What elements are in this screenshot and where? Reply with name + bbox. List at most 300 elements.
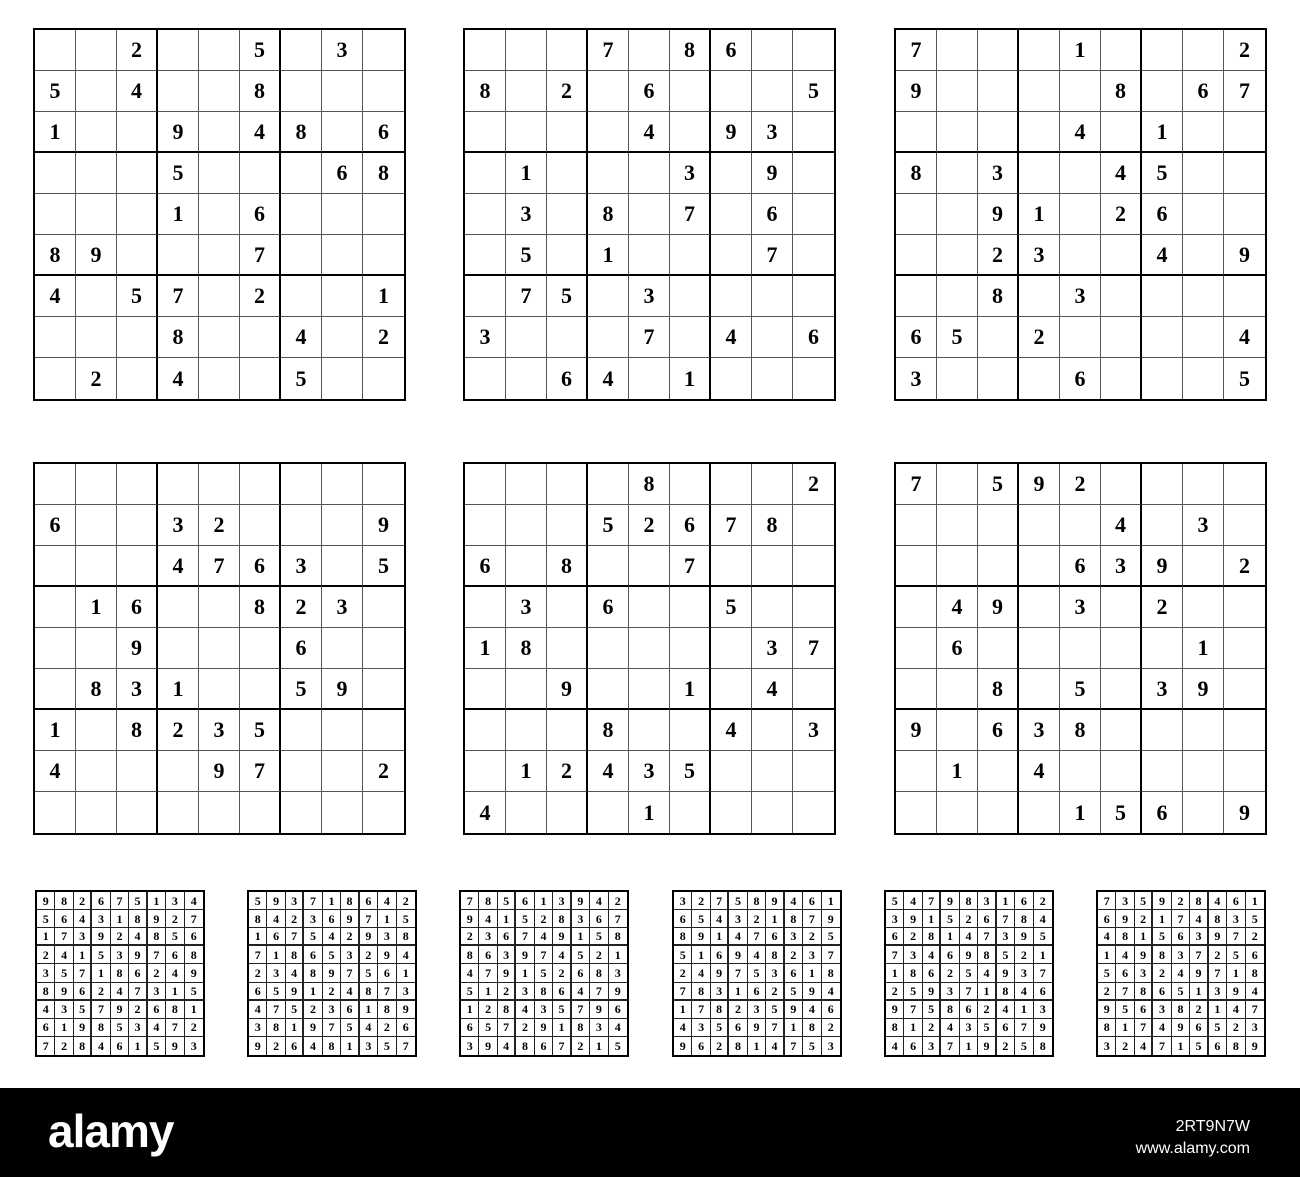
puzzle-cell[interactable] [1183,276,1224,317]
puzzle-cell[interactable]: 1 [363,276,404,317]
puzzle-cell[interactable]: 7 [793,628,834,669]
puzzle-cell[interactable]: 9 [199,751,240,792]
puzzle-cell[interactable] [896,112,937,153]
puzzle-cell[interactable]: 6 [896,317,937,358]
puzzle-cell[interactable]: 3 [629,276,670,317]
puzzle-cell[interactable] [937,669,978,710]
puzzle-cell[interactable]: 2 [1019,317,1060,358]
puzzle-cell[interactable] [1019,587,1060,628]
puzzle-cell[interactable]: 7 [588,30,629,71]
puzzle-cell[interactable] [896,751,937,792]
puzzle-cell[interactable] [793,358,834,399]
puzzle-cell[interactable]: 6 [363,112,404,153]
puzzle-cell[interactable]: 6 [240,546,281,587]
puzzle-cell[interactable] [793,587,834,628]
puzzle-cell[interactable] [670,464,711,505]
puzzle-cell[interactable] [76,30,117,71]
puzzle-cell[interactable] [1060,71,1101,112]
puzzle-cell[interactable] [547,587,588,628]
puzzle-cell[interactable]: 3 [670,153,711,194]
puzzle-cell[interactable] [35,546,76,587]
puzzle-cell[interactable] [629,628,670,669]
puzzle-cell[interactable]: 9 [1239,799,1250,825]
puzzle-cell[interactable] [1060,751,1101,792]
puzzle-cell[interactable] [1142,710,1183,751]
puzzle-cell[interactable]: 4 [937,587,978,628]
puzzle-cell[interactable] [1101,628,1142,669]
puzzle-cell[interactable] [1019,71,1060,112]
puzzle-cell[interactable] [588,71,629,112]
puzzle-cell[interactable]: 8 [158,317,199,358]
puzzle-cell[interactable] [281,792,322,833]
puzzle-cell[interactable]: 9 [322,669,363,710]
puzzle-cell[interactable] [1183,30,1224,71]
puzzle-cell[interactable]: 3 [978,153,1019,194]
puzzle-cell[interactable] [1183,710,1224,751]
puzzle-cell[interactable]: 9 [711,112,752,153]
puzzle-cell[interactable] [978,751,1019,792]
puzzle-cell[interactable]: 6 [547,358,588,399]
puzzle-cell[interactable] [793,112,834,153]
puzzle-cell[interactable]: 4 [711,710,752,751]
puzzle-cell[interactable]: 1 [35,112,76,153]
puzzle-cell[interactable] [158,792,199,833]
puzzle-cell[interactable] [363,669,404,710]
puzzle-cell[interactable] [35,317,76,358]
puzzle-cell[interactable]: 2 [547,71,588,112]
puzzle-cell[interactable] [199,669,240,710]
puzzle-cell[interactable] [199,112,240,153]
puzzle-cell[interactable]: 8 [752,505,793,546]
puzzle-cell[interactable] [1142,317,1183,358]
puzzle-cell[interactable] [76,792,117,833]
puzzle-cell[interactable] [158,30,199,71]
puzzle-cell[interactable] [465,153,506,194]
puzzle-cell[interactable] [35,792,76,833]
puzzle-cell[interactable]: 8 [588,194,629,235]
puzzle-cell[interactable] [1224,464,1265,505]
puzzle-cell[interactable] [547,464,588,505]
puzzle-cell[interactable]: 6 [281,628,322,669]
puzzle-cell[interactable] [35,464,76,505]
puzzle-cell[interactable]: 2 [117,30,158,71]
puzzle-cell[interactable]: 1 [937,751,978,792]
puzzle-cell[interactable] [1060,317,1101,358]
puzzle-cell[interactable] [363,710,404,751]
puzzle-cell[interactable]: 6 [117,587,158,628]
puzzle-cell[interactable] [76,546,117,587]
puzzle-cell[interactable] [978,317,1019,358]
puzzle-cell[interactable] [1224,112,1265,153]
puzzle-cell[interactable]: 2 [199,505,240,546]
puzzle-cell[interactable] [1019,30,1060,71]
puzzle-cell[interactable] [793,546,834,587]
puzzle-cell[interactable] [711,669,752,710]
puzzle-cell[interactable]: 8 [363,153,404,194]
puzzle-cell[interactable]: 2 [240,276,281,317]
puzzle-cell[interactable] [1224,628,1265,669]
puzzle-cell[interactable] [896,628,937,669]
puzzle-cell[interactable]: 7 [158,276,199,317]
puzzle-cell[interactable] [199,153,240,194]
puzzle-cell[interactable]: 8 [629,464,670,505]
puzzle-cell[interactable]: 8 [76,669,117,710]
puzzle-cell[interactable] [465,112,506,153]
puzzle-cell[interactable] [937,358,978,399]
puzzle-cell[interactable] [1224,505,1265,546]
puzzle-cell[interactable] [752,358,793,399]
puzzle-cell[interactable] [363,358,404,399]
puzzle-cell[interactable]: 7 [240,751,281,792]
puzzle-cell[interactable]: 2 [1142,587,1183,628]
puzzle-cell[interactable] [896,792,937,833]
puzzle-cell[interactable]: 2 [1224,30,1265,71]
puzzle-cell[interactable] [896,505,937,546]
puzzle-cell[interactable]: 8 [281,112,322,153]
puzzle-cell[interactable] [1101,317,1142,358]
puzzle-cell[interactable] [588,669,629,710]
puzzle-cell[interactable] [506,505,547,546]
puzzle-cell[interactable] [629,194,670,235]
puzzle-cell[interactable] [1183,792,1224,833]
puzzle-cell[interactable]: 7 [629,317,670,358]
puzzle-cell[interactable]: 5 [363,546,404,587]
puzzle-cell[interactable]: 7 [670,194,711,235]
puzzle-cell[interactable] [1019,153,1060,194]
puzzle-cell[interactable]: 1 [1060,792,1101,833]
puzzle-cell[interactable] [281,194,322,235]
puzzle-cell[interactable] [76,317,117,358]
puzzle-cell[interactable] [322,276,363,317]
puzzle-cell[interactable]: 2 [629,505,670,546]
puzzle-cell[interactable]: 1 [1060,30,1101,71]
puzzle-cell[interactable]: 7 [199,546,240,587]
puzzle-cell[interactable]: 7 [896,464,937,505]
puzzle-cell[interactable] [547,317,588,358]
puzzle-cell[interactable] [76,751,117,792]
puzzle-cell[interactable]: 6 [35,505,76,546]
puzzle-cell[interactable] [1183,235,1224,276]
puzzle-cell[interactable]: 1 [158,194,199,235]
puzzle-cell[interactable]: 4 [35,751,76,792]
puzzle-cell[interactable]: 6 [793,317,834,358]
puzzle-cell[interactable] [978,30,1019,71]
puzzle-cell[interactable] [711,792,752,833]
puzzle-cell[interactable] [670,792,711,833]
puzzle-cell[interactable]: 3 [1060,276,1101,317]
puzzle-cell[interactable] [547,628,588,669]
puzzle-cell[interactable] [199,71,240,112]
puzzle-cell[interactable] [465,464,506,505]
puzzle-cell[interactable] [547,235,588,276]
puzzle-cell[interactable] [465,505,506,546]
puzzle-cell[interactable] [937,30,978,71]
puzzle-cell[interactable] [35,358,76,399]
puzzle-cell[interactable] [752,276,793,317]
puzzle-cell[interactable]: 9 [1019,464,1060,505]
puzzle-cell[interactable] [35,153,76,194]
puzzle-cell[interactable]: 6 [1142,792,1183,833]
puzzle-cell[interactable]: 8 [588,710,629,751]
puzzle-cell[interactable]: 6 [465,546,506,587]
puzzle-cell[interactable] [1183,153,1224,194]
puzzle-cell[interactable] [322,235,363,276]
puzzle-cell[interactable] [978,792,1019,833]
puzzle-cell[interactable] [1142,30,1183,71]
puzzle-cell[interactable] [937,153,978,194]
puzzle-cell[interactable] [896,235,937,276]
puzzle-cell[interactable] [588,153,629,194]
puzzle-cell[interactable] [506,464,547,505]
puzzle-cell[interactable] [670,317,711,358]
puzzle-cell[interactable]: 4 [240,112,281,153]
puzzle-cell[interactable]: 6 [1142,194,1183,235]
puzzle-cell[interactable] [35,628,76,669]
puzzle-cell[interactable] [793,505,834,546]
puzzle-cell[interactable]: 6 [1060,546,1101,587]
puzzle-cell[interactable] [937,276,978,317]
puzzle-cell[interactable] [1101,276,1142,317]
puzzle-cell[interactable]: 8 [670,30,711,71]
puzzle-cell[interactable] [35,194,76,235]
puzzle-cell[interactable] [547,194,588,235]
puzzle-cell[interactable]: 1 [1142,112,1183,153]
puzzle-cell[interactable] [117,153,158,194]
puzzle-cell[interactable] [322,628,363,669]
puzzle-cell[interactable] [793,153,834,194]
puzzle-cell[interactable] [1183,112,1224,153]
puzzle-cell[interactable] [35,30,76,71]
puzzle-cell[interactable]: 5 [670,751,711,792]
puzzle-cell[interactable] [752,464,793,505]
puzzle-cell[interactable] [896,546,937,587]
puzzle-cell[interactable]: 8 [465,71,506,112]
puzzle-cell[interactable] [670,235,711,276]
puzzle-cell[interactable]: 2 [1060,464,1101,505]
puzzle-cell[interactable] [117,751,158,792]
puzzle-cell[interactable] [1019,358,1060,399]
puzzle-cell[interactable] [117,112,158,153]
puzzle-cell[interactable] [281,235,322,276]
puzzle-cell[interactable] [76,710,117,751]
puzzle-cell[interactable]: 8 [1060,710,1101,751]
puzzle-cell[interactable] [978,546,1019,587]
puzzle-cell[interactable]: 9 [363,505,404,546]
puzzle-cell[interactable]: 9 [76,235,117,276]
puzzle-cell[interactable] [937,71,978,112]
puzzle-cell[interactable] [363,71,404,112]
puzzle-cell[interactable] [117,317,158,358]
puzzle-cell[interactable] [1183,751,1224,792]
puzzle-cell[interactable] [158,587,199,628]
puzzle-cell[interactable]: 7 [752,235,793,276]
puzzle-cell[interactable]: 2 [363,751,404,792]
puzzle-cell[interactable]: 1 [35,710,76,751]
puzzle-cell[interactable] [711,235,752,276]
puzzle-cell[interactable]: 5 [1101,792,1142,833]
puzzle-cell[interactable]: 5 [711,587,752,628]
puzzle-cell[interactable]: 5 [281,358,322,399]
puzzle-cell[interactable] [1224,276,1265,317]
puzzle-cell[interactable]: 6 [752,194,793,235]
puzzle-cell[interactable] [1142,628,1183,669]
puzzle-cell[interactable] [711,153,752,194]
puzzle-cell[interactable] [896,669,937,710]
puzzle-cell[interactable] [752,710,793,751]
puzzle-cell[interactable] [465,751,506,792]
puzzle-cell[interactable]: 6 [1060,358,1101,399]
puzzle-cell[interactable] [158,751,199,792]
puzzle-cell[interactable] [711,276,752,317]
puzzle-cell[interactable] [1224,194,1265,235]
puzzle-cell[interactable] [506,112,547,153]
puzzle-cell[interactable] [199,235,240,276]
puzzle-cell[interactable] [1224,669,1265,710]
puzzle-cell[interactable] [117,358,158,399]
puzzle-cell[interactable] [281,464,322,505]
puzzle-cell[interactable] [117,235,158,276]
puzzle-cell[interactable]: 3 [1183,505,1224,546]
puzzle-cell[interactable] [711,628,752,669]
puzzle-cell[interactable] [465,30,506,71]
puzzle-cell[interactable] [199,194,240,235]
puzzle-cell[interactable] [896,276,937,317]
puzzle-cell[interactable] [1183,546,1224,587]
puzzle-cell[interactable]: 1 [670,358,711,399]
puzzle-cell[interactable]: 5 [937,317,978,358]
puzzle-cell[interactable] [752,751,793,792]
puzzle-cell[interactable] [937,546,978,587]
puzzle-cell[interactable] [1019,112,1060,153]
puzzle-cell[interactable]: 1 [629,792,670,833]
puzzle-cell[interactable] [670,276,711,317]
puzzle-cell[interactable] [117,546,158,587]
puzzle-cell[interactable] [588,464,629,505]
puzzle-cell[interactable]: 6 [588,587,629,628]
puzzle-cell[interactable] [199,792,240,833]
puzzle-cell[interactable] [629,30,670,71]
puzzle-cell[interactable] [1101,235,1142,276]
puzzle-cell[interactable]: 5 [117,276,158,317]
puzzle-cell[interactable]: 8 [1101,71,1142,112]
puzzle-cell[interactable] [1183,464,1224,505]
puzzle-cell[interactable]: 7 [670,546,711,587]
puzzle-cell[interactable] [76,71,117,112]
puzzle-cell[interactable] [322,71,363,112]
puzzle-cell[interactable]: 1 [158,669,199,710]
puzzle-cell[interactable]: 3 [281,546,322,587]
puzzle-cell[interactable] [670,587,711,628]
puzzle-cell[interactable] [937,235,978,276]
puzzle-cell[interactable] [363,587,404,628]
puzzle-cell[interactable] [240,792,281,833]
puzzle-cell[interactable]: 3 [117,669,158,710]
puzzle-cell[interactable]: 6 [322,153,363,194]
puzzle-cell[interactable] [752,546,793,587]
puzzle-cell[interactable]: 3 [793,710,834,751]
puzzle-cell[interactable]: 2 [1101,194,1142,235]
puzzle-cell[interactable] [629,358,670,399]
puzzle-cell[interactable]: 7 [506,276,547,317]
puzzle-cell[interactable] [240,358,281,399]
puzzle-cell[interactable]: 4 [629,112,670,153]
puzzle-cell[interactable] [158,628,199,669]
puzzle-cell[interactable] [629,669,670,710]
puzzle-cell[interactable] [588,628,629,669]
puzzle-cell[interactable] [506,669,547,710]
puzzle-cell[interactable]: 4 [35,276,76,317]
puzzle-cell[interactable] [588,276,629,317]
puzzle-cell[interactable] [35,669,76,710]
puzzle-cell[interactable] [76,464,117,505]
puzzle-cell[interactable]: 9 [752,153,793,194]
puzzle-cell[interactable] [752,30,793,71]
puzzle-cell[interactable]: 1 [1019,194,1060,235]
puzzle-cell[interactable]: 4 [711,317,752,358]
puzzle-cell[interactable] [117,792,158,833]
puzzle-cell[interactable] [793,669,834,710]
puzzle-cell[interactable] [322,112,363,153]
puzzle-cell[interactable] [588,546,629,587]
puzzle-cell[interactable] [588,112,629,153]
puzzle-cell[interactable] [752,71,793,112]
puzzle-cell[interactable]: 8 [240,71,281,112]
puzzle-cell[interactable]: 4 [1142,235,1183,276]
puzzle-cell[interactable]: 5 [35,71,76,112]
puzzle-cell[interactable] [363,235,404,276]
puzzle-cell[interactable] [711,71,752,112]
puzzle-cell[interactable]: 4 [588,751,629,792]
puzzle-cell[interactable] [199,317,240,358]
puzzle-cell[interactable]: 3 [199,710,240,751]
puzzle-cell[interactable] [937,710,978,751]
puzzle-cell[interactable]: 4 [752,669,793,710]
puzzle-cell[interactable] [465,235,506,276]
puzzle-cell[interactable] [793,235,834,276]
puzzle-cell[interactable] [1019,792,1060,833]
puzzle-cell[interactable]: 1 [588,235,629,276]
puzzle-cell[interactable] [1142,276,1183,317]
puzzle-cell[interactable] [629,587,670,628]
puzzle-cell[interactable] [322,710,363,751]
puzzle-cell[interactable]: 5 [1142,153,1183,194]
puzzle-cell[interactable]: 4 [158,546,199,587]
puzzle-cell[interactable] [76,276,117,317]
puzzle-cell[interactable]: 5 [978,464,1019,505]
puzzle-cell[interactable] [1060,153,1101,194]
puzzle-cell[interactable] [547,112,588,153]
puzzle-cell[interactable]: 1 [76,587,117,628]
puzzle-cell[interactable] [1060,235,1101,276]
puzzle-cell[interactable] [322,194,363,235]
puzzle-cell[interactable]: 3 [506,587,547,628]
puzzle-cell[interactable]: 2 [76,358,117,399]
puzzle-cell[interactable]: 3 [896,358,937,399]
puzzle-cell[interactable]: 5 [158,153,199,194]
puzzle-cell[interactable]: 7 [240,235,281,276]
puzzle-cell[interactable] [1060,194,1101,235]
puzzle-cell[interactable]: 9 [896,71,937,112]
puzzle-cell[interactable] [793,194,834,235]
puzzle-cell[interactable] [506,317,547,358]
puzzle-cell[interactable]: 9 [1142,546,1183,587]
puzzle-cell[interactable] [1060,628,1101,669]
puzzle-cell[interactable] [1183,358,1224,399]
puzzle-cell[interactable]: 1 [506,751,547,792]
puzzle-cell[interactable] [1101,669,1142,710]
puzzle-cell[interactable]: 5 [793,71,834,112]
puzzle-cell[interactable]: 5 [1060,669,1101,710]
